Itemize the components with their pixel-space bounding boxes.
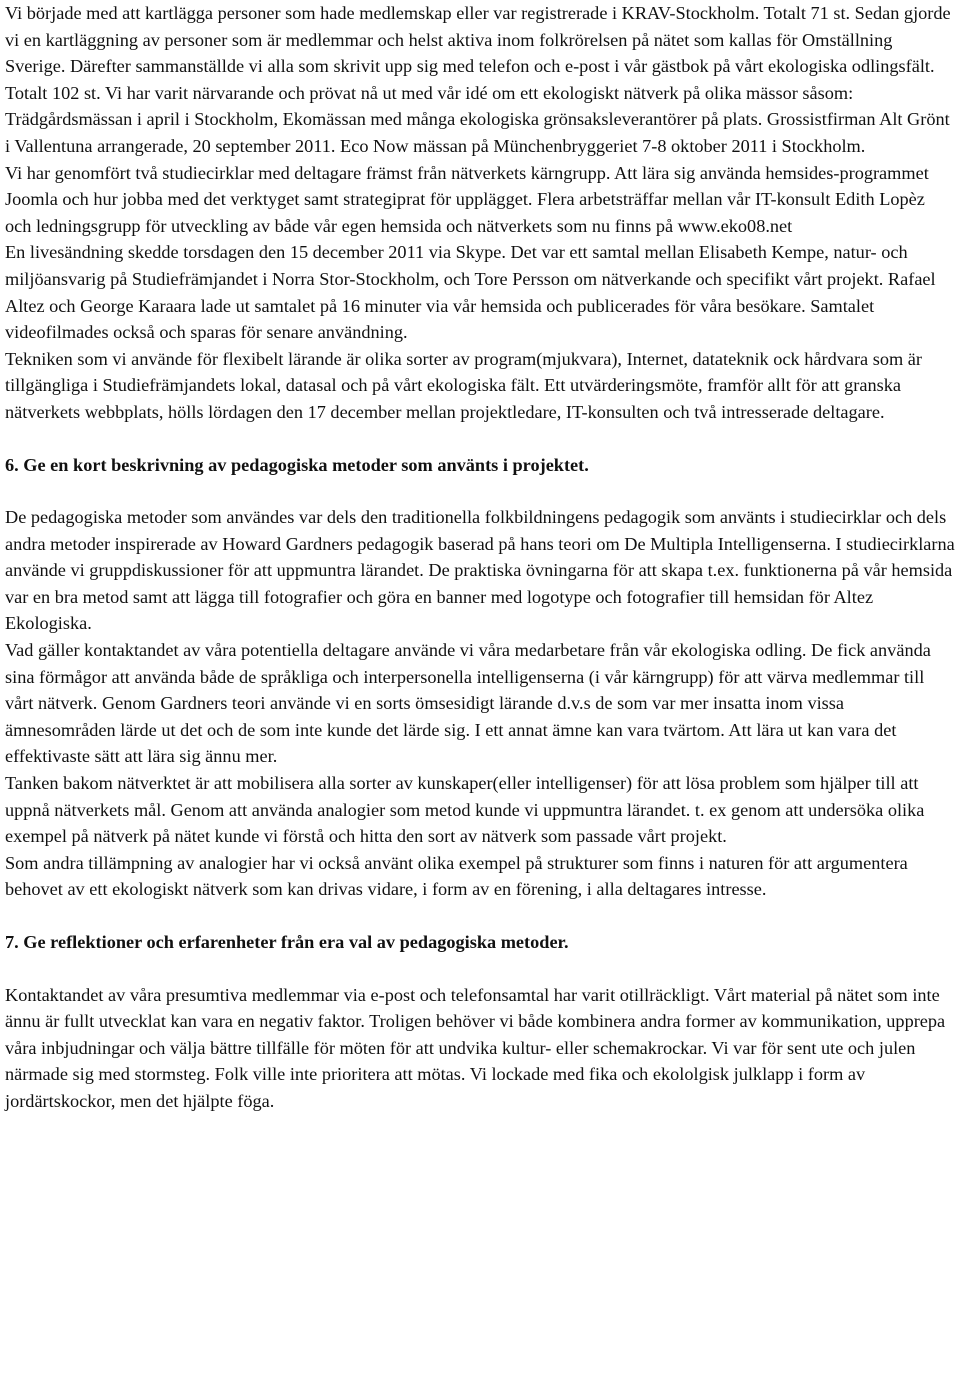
spacer xyxy=(5,956,955,982)
document-page xyxy=(5,0,955,1115)
spacer xyxy=(5,426,955,452)
section-7-heading: 7. Ge reflektioner och erfarenheter från era val av pedagogiska metoder. xyxy=(5,932,569,952)
section-6-paragraph-2: Vad gäller kontaktandet av våra potentiella deltagare använde vi våra medarbetare från vår ekologiska odling. De fick använda sina förmågor att använda både de språkliga och interpersonella intelligenserna (i vår kärngrupp) för att värva medlemmar till vårt nätverk. Genom Gardners teori använde vi en sorts ömsesidigt lärande d.v.s de som var mer insatta inom vissa ämnesområden lärde ut det och de som inte kunde det lärde sig. I ett annat ämne kan vara tvärtom. Att lära ut kan vara det effektivaste sätt att lära sig ännu mer. xyxy=(5,640,931,767)
section-6-paragraph-3: Tanken bakom nätverktet är att mobilisera alla sorter av kunskaper(eller intelligenser) för att lösa problem som hjälper till att uppnå nätverkets mål. Genom att använda analogier som metod kunde vi uppmuntra lärandet. t. ex genom att undersöka olika exempel på nätverk på nätet kunde vi förstå och hitta den sort av nätverk som passade vårt projekt. xyxy=(5,773,925,847)
intro-paragraph-3: En livesändning skedde torsdagen den 15 december 2011 via Skype. Det var ett samtal mellan Elisabeth Kempe, natur- och miljöansvarig på Studiefrämjandet i Norra Stor-Stockholm, och Tore Persson om nätverkande och specifikt vårt projekt. Rafael Altez och George Karaara lade ut samtalet på 16 minuter via vår hemsida och publicerades för våra besökare. Samtalet videofilmades också och sparas för senare användning. xyxy=(5,242,936,343)
section-6-paragraph-4: Som andra tillämpning av analogier har vi också använt olika exempel på strukturer som finns i naturen för att argumentera behovet av ett ekologiskt nätverk som kan drivas vidare, i form av en förening, i alla deltagares intresse. xyxy=(5,852,908,900)
section-7-paragraph-1: Kontaktandet av våra presumtiva medlemmar via e-post och telefonsamtal har varit otillräckligt. Vårt material på nätet som inte ännu är fullt utvecklat kan vara en negativ faktor. Troligen behöver vi både kombinera andra former av kommunikation, upprepa våra inbjudningar och välja bättre tillfälle för möten för att undvika kultur- eller schemakrockar. Vi var för sent ute och julen närmade sig med stormsteg. Folk ville inte prioritera att mötas. Vi lockade med fika och ekololgisk julklapp i form av jordärtskockor, men det hjälpte föga. xyxy=(5,984,946,1111)
section-6-heading: 6. Ge en kort beskrivning av pedagogiska metoder som använts i projektet. xyxy=(5,454,589,475)
intro-paragraph-4: Tekniken som vi använde för flexibelt lärande är olika sorter av program(mjukvara), Internet, datateknik ock hårdvara som är tillgängliga i Studiefrämjandets lokal, datasal och på vårt ekologiska fält. Ett utvärderingsmöte, framför allt för att granska nätverkets webbplats, hölls lördagen den 17 december mellan projektledare, IT-konsulten och två intresserade deltagare. xyxy=(5,348,922,422)
spacer xyxy=(5,903,955,929)
section-6-paragraph-1: De pedagogiska metoder som användes var dels den traditionella folkbildningens pedagogik som använts i studiecirklar och dels andra metoder inspirerade av Howard Gardners pedagogik baserad på hans teori om De Multipla Intelligenserna. I studiecirklarna använde vi gruppdiskussioner för att uppmuntra lärandet. De praktiska övningarna för att skapa t.ex. funktionerna på vår hemsida var en bra metod samt att lägga till fotografier och göra en banner med logotype och fotografier till hemsidan för Altez Ekologiska. xyxy=(5,507,955,634)
intro-paragraph-1: Vi började med att kartlägga personer som hade medlemskap eller var registrerade i KRAV-Stockholm. Totalt 71 st. Sedan gjorde vi en kartläggning av personer som är medlemmar och helst aktiva inom folkrörelsen på nätet som kallas för Omställning Sverige. Därefter sammanställde vi alla som skrivit upp sig med telefon och e-post i vår gästbok på vårt ekologiska odlingsfält. Totalt 102 st. Vi har varit närvarande och prövat nå ut med vår idé om ett ekologiskt nätverk på olika mässor såsom: Trädgårdsmässan i april i Stockholm, Ekomässan med många ekologiska grönsaksleverantörer på plats. Grossistfirman Alt Grönt i Vallentuna arrangerade, 20 september 2011. Eco Now mässan på Münchenbryggeriet 7-8 oktober 2011 i Stockholm. xyxy=(5,3,951,156)
intro-paragraph-2: Vi har genomfört två studiecirklar med deltagare främst från nätverkets kärngrupp. Att lära sig använda hemsides-programmet Joomla och hur jobba med det verktyget samt strategiprat för upplägget. Flera arbetsträffar mellan vår IT-konsult Edith Lopèz och ledningsgrupp för utveckling av både vår egen hemsida och nätverkets som nu finns på www.eko08.net xyxy=(5,162,929,236)
spacer xyxy=(5,478,955,504)
